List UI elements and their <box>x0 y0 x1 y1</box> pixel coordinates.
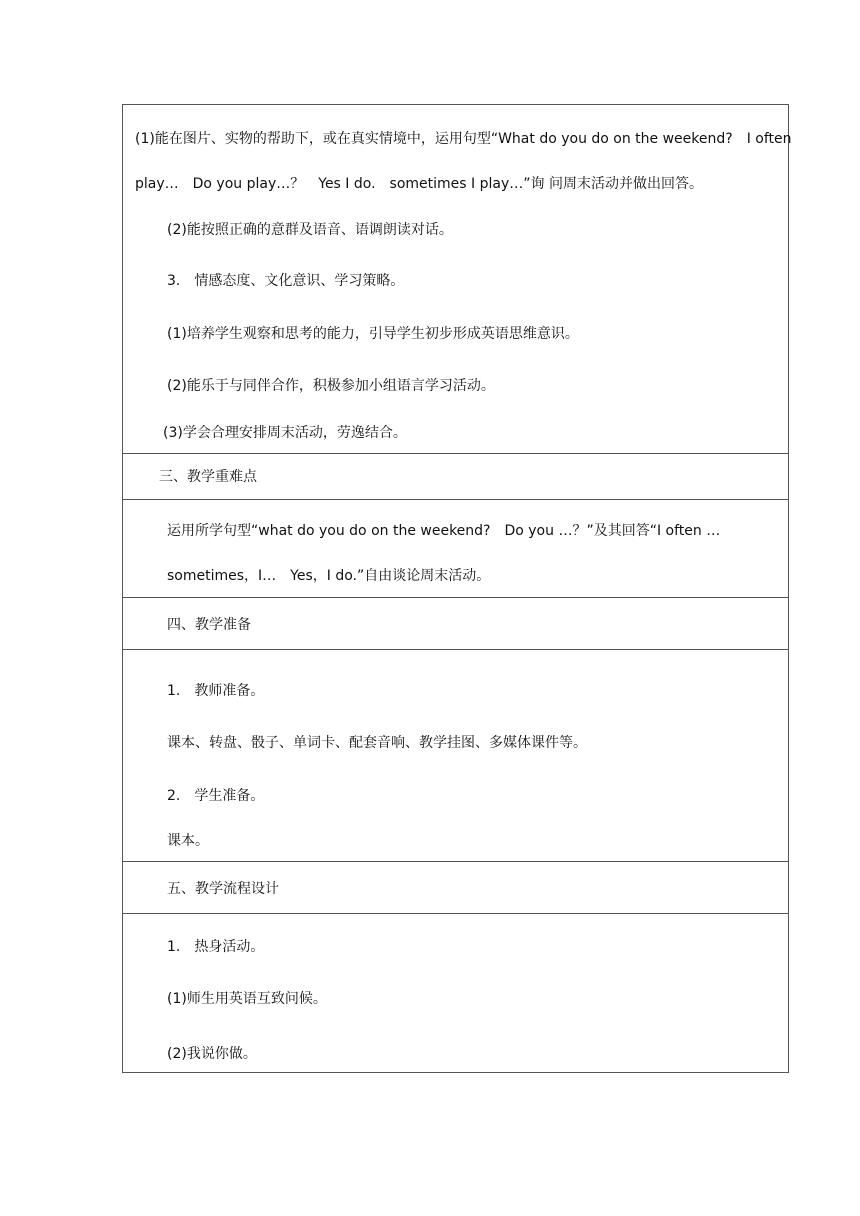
objective-line: (1)培养学生观察和思考的能力，引导学生初步形成英语思维意识。 <box>167 326 579 342</box>
section4-heading-cell <box>123 598 788 650</box>
procedure-item: 1. 热身活动。 <box>167 939 265 955</box>
objective-line: (2)能按照正确的意群及语音、语调朗读对话。 <box>167 222 453 238</box>
objective-line: (2)能乐于与同伴合作，积极参加小组语言学习活动。 <box>167 378 495 394</box>
lesson-plan-table <box>122 104 792 1073</box>
procedure-subitem: (2)我说你做。 <box>167 1046 257 1062</box>
objective-line: (1)能在图片、实物的帮助下，或在真实情境中，运用句型“What do you do on the weekend? I often <box>135 131 792 147</box>
objectives-cell <box>123 105 792 454</box>
section-title: 四、教学准备 <box>167 617 251 633</box>
section-title: 五、教学流程设计 <box>167 881 279 897</box>
key-points-line: 运用所学句型“what do you do on the weekend? Do you …？”及其回答“I often … <box>167 523 721 539</box>
section5-content-cell <box>123 914 788 1072</box>
preparation-detail: 课本。 <box>167 833 209 849</box>
preparation-detail: 课本、转盘、骰子、单词卡、配套音响、教学挂图、多媒体课件等。 <box>167 735 587 751</box>
section3-content-cell <box>123 500 788 598</box>
section4-content-cell <box>123 650 788 862</box>
objective-line: (3)学会合理安排周末活动，劳逸结合。 <box>163 425 407 441</box>
objective-heading: 3. 情感态度、文化意识、学习策略。 <box>167 273 405 289</box>
preparation-item: 2. 学生准备。 <box>167 788 265 804</box>
section-title: 三、教学重难点 <box>159 469 257 485</box>
section5-heading-cell <box>123 862 788 914</box>
objective-line: play… Do you play…？ Yes I do. sometimes I play…”询 问周末活动并做出回答。 <box>135 176 703 192</box>
section3-heading-cell <box>123 454 788 500</box>
key-points-line: sometimes，I… Yes，I do.”自由谈论周末活动。 <box>167 568 491 584</box>
procedure-subitem: (1)师生用英语互致问候。 <box>167 991 327 1007</box>
preparation-item: 1. 教师准备。 <box>167 683 265 699</box>
